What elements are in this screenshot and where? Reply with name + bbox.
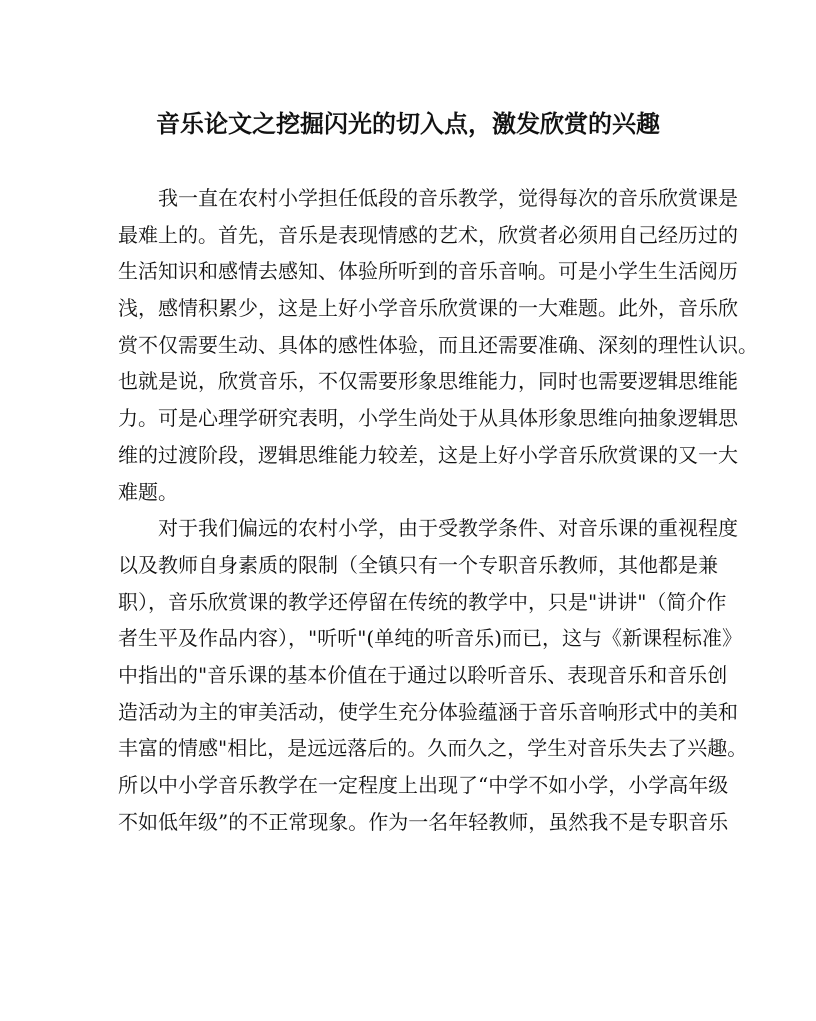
paragraph-1-line-4: 浅，感情积累少，这是上好小学音乐欣赏课的一大难题。此外，音乐欣: [118, 296, 738, 321]
paragraph-2-line-2: 以及教师自身素质的限制（全镇只有一个专职音乐教师，其他都是兼: [118, 552, 718, 577]
paragraph-1-line-3: 生活知识和感情去感知、体验所听到的音乐音响。可是小学生生活阅历: [118, 259, 738, 284]
paragraph-1-line-7: 力。可是心理学研究表明，小学生尚处于从具体形象思维向抽象逻辑思: [118, 406, 738, 431]
paragraph-1-line-6: 也就是说，欣赏音乐，不仅需要形象思维能力，同时也需要逻辑思维能: [118, 369, 738, 394]
paragraph-2-line-9: 不如低年级”的不正常现象。作为一名年轻教师，虽然我不是专职音乐: [118, 809, 729, 834]
paragraph-2-line-5: 中指出的"音乐课的基本价值在于通过以聆听音乐、表现音乐和音乐创: [118, 662, 728, 687]
paragraph-1-line-2: 最难上的。首先，音乐是表现情感的艺术，欣赏者必须用自己经历过的: [118, 222, 738, 247]
paragraph-1-line-9: 难题。: [118, 479, 178, 504]
paragraph-1-line-8: 维的过渡阶段，逻辑思维能力较差，这是上好小学音乐欣赏课的又一大: [118, 442, 738, 467]
paragraph-2-line-7: 丰富的情感"相比，是远远落后的。久而久之，学生对音乐失去了兴趣。: [118, 736, 748, 761]
paragraph-2-line-1: 对于我们偏远的农村小学，由于受教学条件、对音乐课的重视程度: [158, 516, 738, 541]
document-body: [118, 180, 758, 840]
document-title: 音乐论文之挖掘闪光的切入点，激发欣赏的兴趣: [156, 109, 660, 138]
paragraph-2-line-4: 者生平及作品内容），"听听"(单纯的听音乐)而已，这与《新课程标准》: [118, 626, 743, 651]
paragraph-2-line-6: 造活动为主的审美活动，使学生充分体验蕴涵于音乐音响形式中的美和: [118, 699, 738, 724]
paragraph-1-line-1: 我一直在农村小学担任低段的音乐教学，觉得每次的音乐欣赏课是: [158, 186, 738, 210]
paragraph-1-line-5: 赏不仅需要生动、具体的感性体验，而且还需要准确、深刻的理性认识。: [118, 332, 758, 357]
paragraph-2-line-3: 职），音乐欣赏课的教学还停留在传统的教学中，只是"讲讲"（简介作: [118, 589, 727, 614]
paragraph-2-line-8: 所以中小学音乐教学在一定程度上出现了“中学不如小学，小学高年级: [118, 773, 729, 797]
